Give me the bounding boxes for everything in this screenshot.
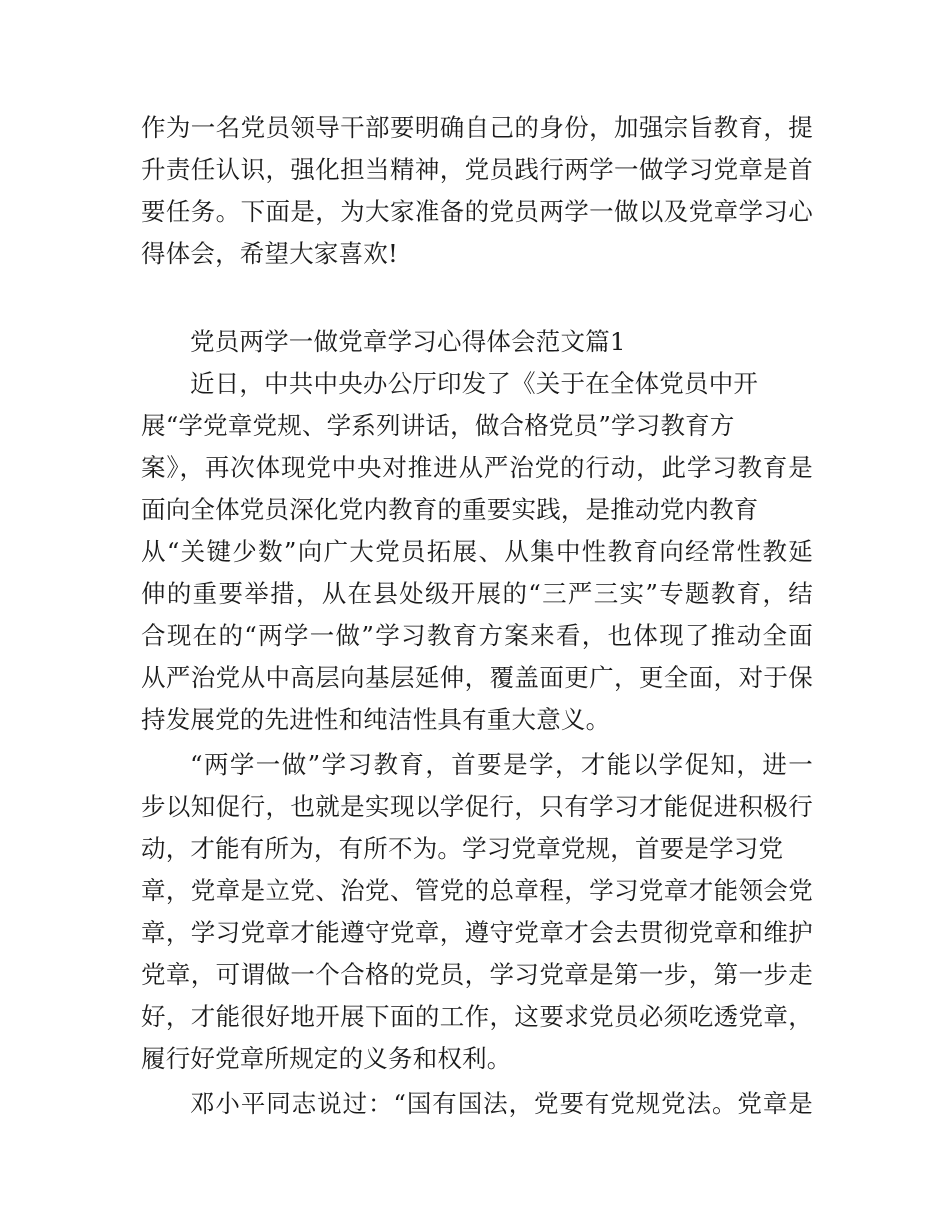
- paragraph1-line-7: 合现在的“两学一做”学习教育方案来看，也体现了推动全面: [141, 621, 813, 650]
- paragraph2-line-3: 动，才能有所为，有所不为。学习党章党规，首要是学习党: [141, 834, 784, 863]
- paragraph1-line-4: 面向全体党员深化党内教育的重要实践，是推动党内教育: [141, 495, 759, 524]
- intro-line-1: 作为一名党员领导干部要明确自己的身份，加强宗旨教育，提: [141, 113, 813, 142]
- paragraph2-line-5: 章，学习党章才能遵守党章，遵守党章才会去贯彻党章和维护: [141, 918, 813, 947]
- paragraph1-line-8: 从严治党从中高层向基层延伸，覆盖面更广，更全面，对于保: [141, 663, 813, 692]
- paragraph1-line-9: 持发展党的先进性和纯洁性具有重大意义。: [141, 705, 611, 734]
- paragraph2-line-1: “两学一做”学习教育，首要是学，才能以学促知，进一: [190, 750, 813, 779]
- intro-line-3: 要任务。下面是，为大家准备的党员两学一做以及党章学习心: [141, 197, 813, 226]
- intro-line-4: 得体会，希望大家喜欢!: [141, 239, 399, 268]
- paragraph1-line-3: 案》，再次体现党中央对推进从严治党的行动，此学习教育是: [141, 453, 813, 482]
- paragraph1-line-1: 近日，中共中央办公厅印发了《关于在全体党员中开: [190, 369, 759, 398]
- section-title: 党员两学一做党章学习心得体会范文篇1: [190, 327, 626, 356]
- paragraph1-line-5: 从“关键少数”向广大党员拓展、从集中性教育向经常性教延: [141, 537, 813, 566]
- paragraph1-line-6: 伸的重要举措，从在县处级开展的“三严三实”专题教育，结: [141, 579, 813, 608]
- intro-line-2: 升责任认识，强化担当精神，党员践行两学一做学习党章是首: [141, 155, 813, 184]
- paragraph2-line-8: 履行好党章所规定的义务和权利。: [141, 1044, 512, 1073]
- paragraph2-line-6: 党章，可谓做一个合格的党员，学习党章是第一步，第一步走: [141, 960, 813, 989]
- paragraph2-line-7: 好，才能很好地开展下面的工作，这要求党员必须吃透党章，: [141, 1002, 813, 1031]
- paragraph2-line-4: 章，党章是立党、治党、管党的总章程，学习党章才能领会党: [141, 876, 813, 905]
- paragraph2-line-2: 步以知促行，也就是实现以学促行，只有学习才能促进积极行: [141, 792, 813, 821]
- paragraph1-line-2: 展“学党章党规、学系列讲话，做合格党员”学习教育方: [141, 411, 735, 440]
- paragraph3-line-1: 邓小平同志说过：“国有国法，党要有党规党法。党章是: [190, 1089, 813, 1118]
